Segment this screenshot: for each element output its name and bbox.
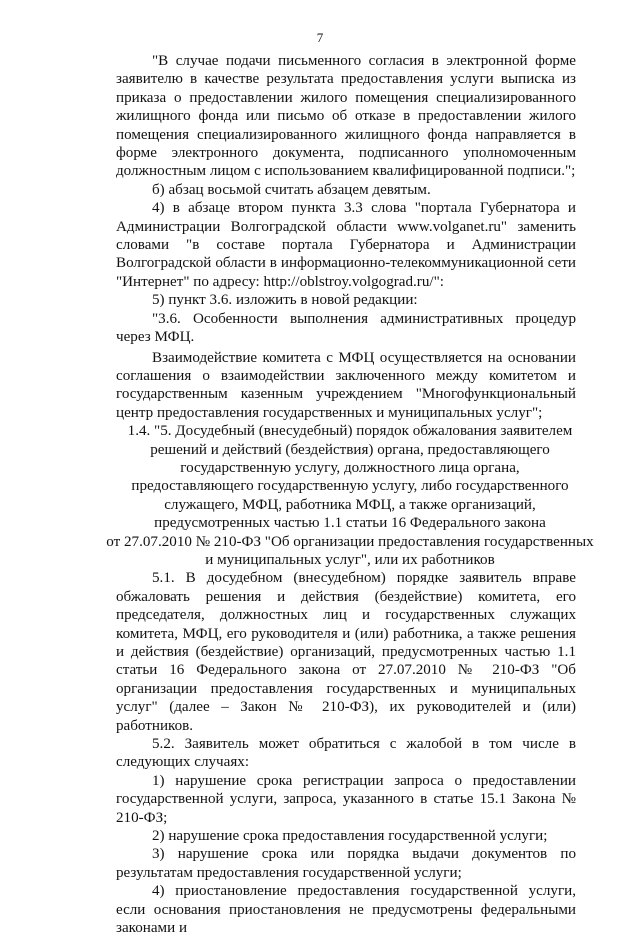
paragraph-item-b: б) абзац восьмой считать абзацем девятым. [152,181,431,198]
paragraph-quote-electronic-form: "В случае подачи письменного согласия в электронной форме заявителю в качестве результата предоставления услуги выписка из приказа о предоставлении жилого помещения специализированного жилищного фонда или письмо об отказе в предоставлении жилого помещения специализированного жилищного фонда направляется в форме электронного документа, подписанного уполномоченным должностным лицом с использованием квалифицированной подписи."; [116,53,576,180]
document-body [106,52,594,938]
heading-line: 1.4. "5. Досудебный (внесудебный) порядок обжалования заявителем [127,423,573,440]
section-5-heading [106,422,594,569]
paragraph-item-4: 4) в абзаце втором пункта 3.3 слова "портала Губернатора и Администрации Волгоградской области www.volganet.ru" заменить словами "в составе портала Губернатора и Администрации Волгоградской области в информационно-телекоммуникационной сети "Интернет" по адресу: http://oblstroy.volgograd.ru/": [116,200,576,290]
heading-line: государственную услугу, должностного лица органа, [180,459,520,476]
paragraph-interaction-mfc: Взаимодействие комитета с МФЦ осуществляется на основании соглашения о взаимодействии заключенного между комитетом и государственным казенным учреждением "Многофункциональный центр предоставления государственных и муниципальных услуг"; [116,349,576,421]
heading-line: служащего, МФЦ, работника МФЦ, а также организаций, [164,496,536,513]
heading-line: предусмотренных частью 1.1 статьи 16 Федерального закона [154,515,546,532]
heading-line: решений и действий (бездействия) органа, предоставляющего [150,441,550,458]
heading-line: предоставляющего государственную услугу, либо государственного [131,478,569,495]
paragraph-section-3-6: "3.6. Особенности выполнения административных процедур через МФЦ. [116,310,576,346]
list-item-1: 1) нарушение срока регистрации запроса о предоставлении государственной услуги, запроса, указанного в статье 15.1 Закона № 210-ФЗ; [116,772,576,826]
paragraph-5-1: 5.1. В досудебном (внесудебном) порядке заявитель вправе обжаловать решения и действия (бездействие) комитета, его председателя, должностных лиц и государственных служащих комитета, МФЦ, его руководителя и (или) работника, а также решения и действия (бездействие) организаций, предусмотренных частью 1.1 статьи 16 Федерального закона от 27.07.2010 № 210-ФЗ "Об организации предоставления государственных и муниципальных услуг" (далее – Закон № 210-ФЗ), их руководителей и (или) работников. [116,570,576,734]
list-item-2: 2) нарушение срока предоставления государственной услуги; [152,828,548,845]
list-item-4: 4) приостановление предоставления государственной услуги, если основания приостановления не предусмотрены федеральными законами и [116,883,576,937]
paragraph-5-2: 5.2. Заявитель может обратиться с жалобой в том числе в следующих случаях: [116,736,576,771]
heading-line: и муниципальных услуг", или их работников [205,551,495,568]
list-item-3: 3) нарушение срока или порядка выдачи документов по результатам предоставления государственной услуги; [116,846,576,881]
heading-line: от 27.07.2010 № 210-ФЗ "Об организации предоставления государственных [106,533,594,550]
paragraph-item-5: 5) пункт 3.6. изложить в новой редакции: [152,292,418,309]
page-number: 7 [316,30,324,45]
